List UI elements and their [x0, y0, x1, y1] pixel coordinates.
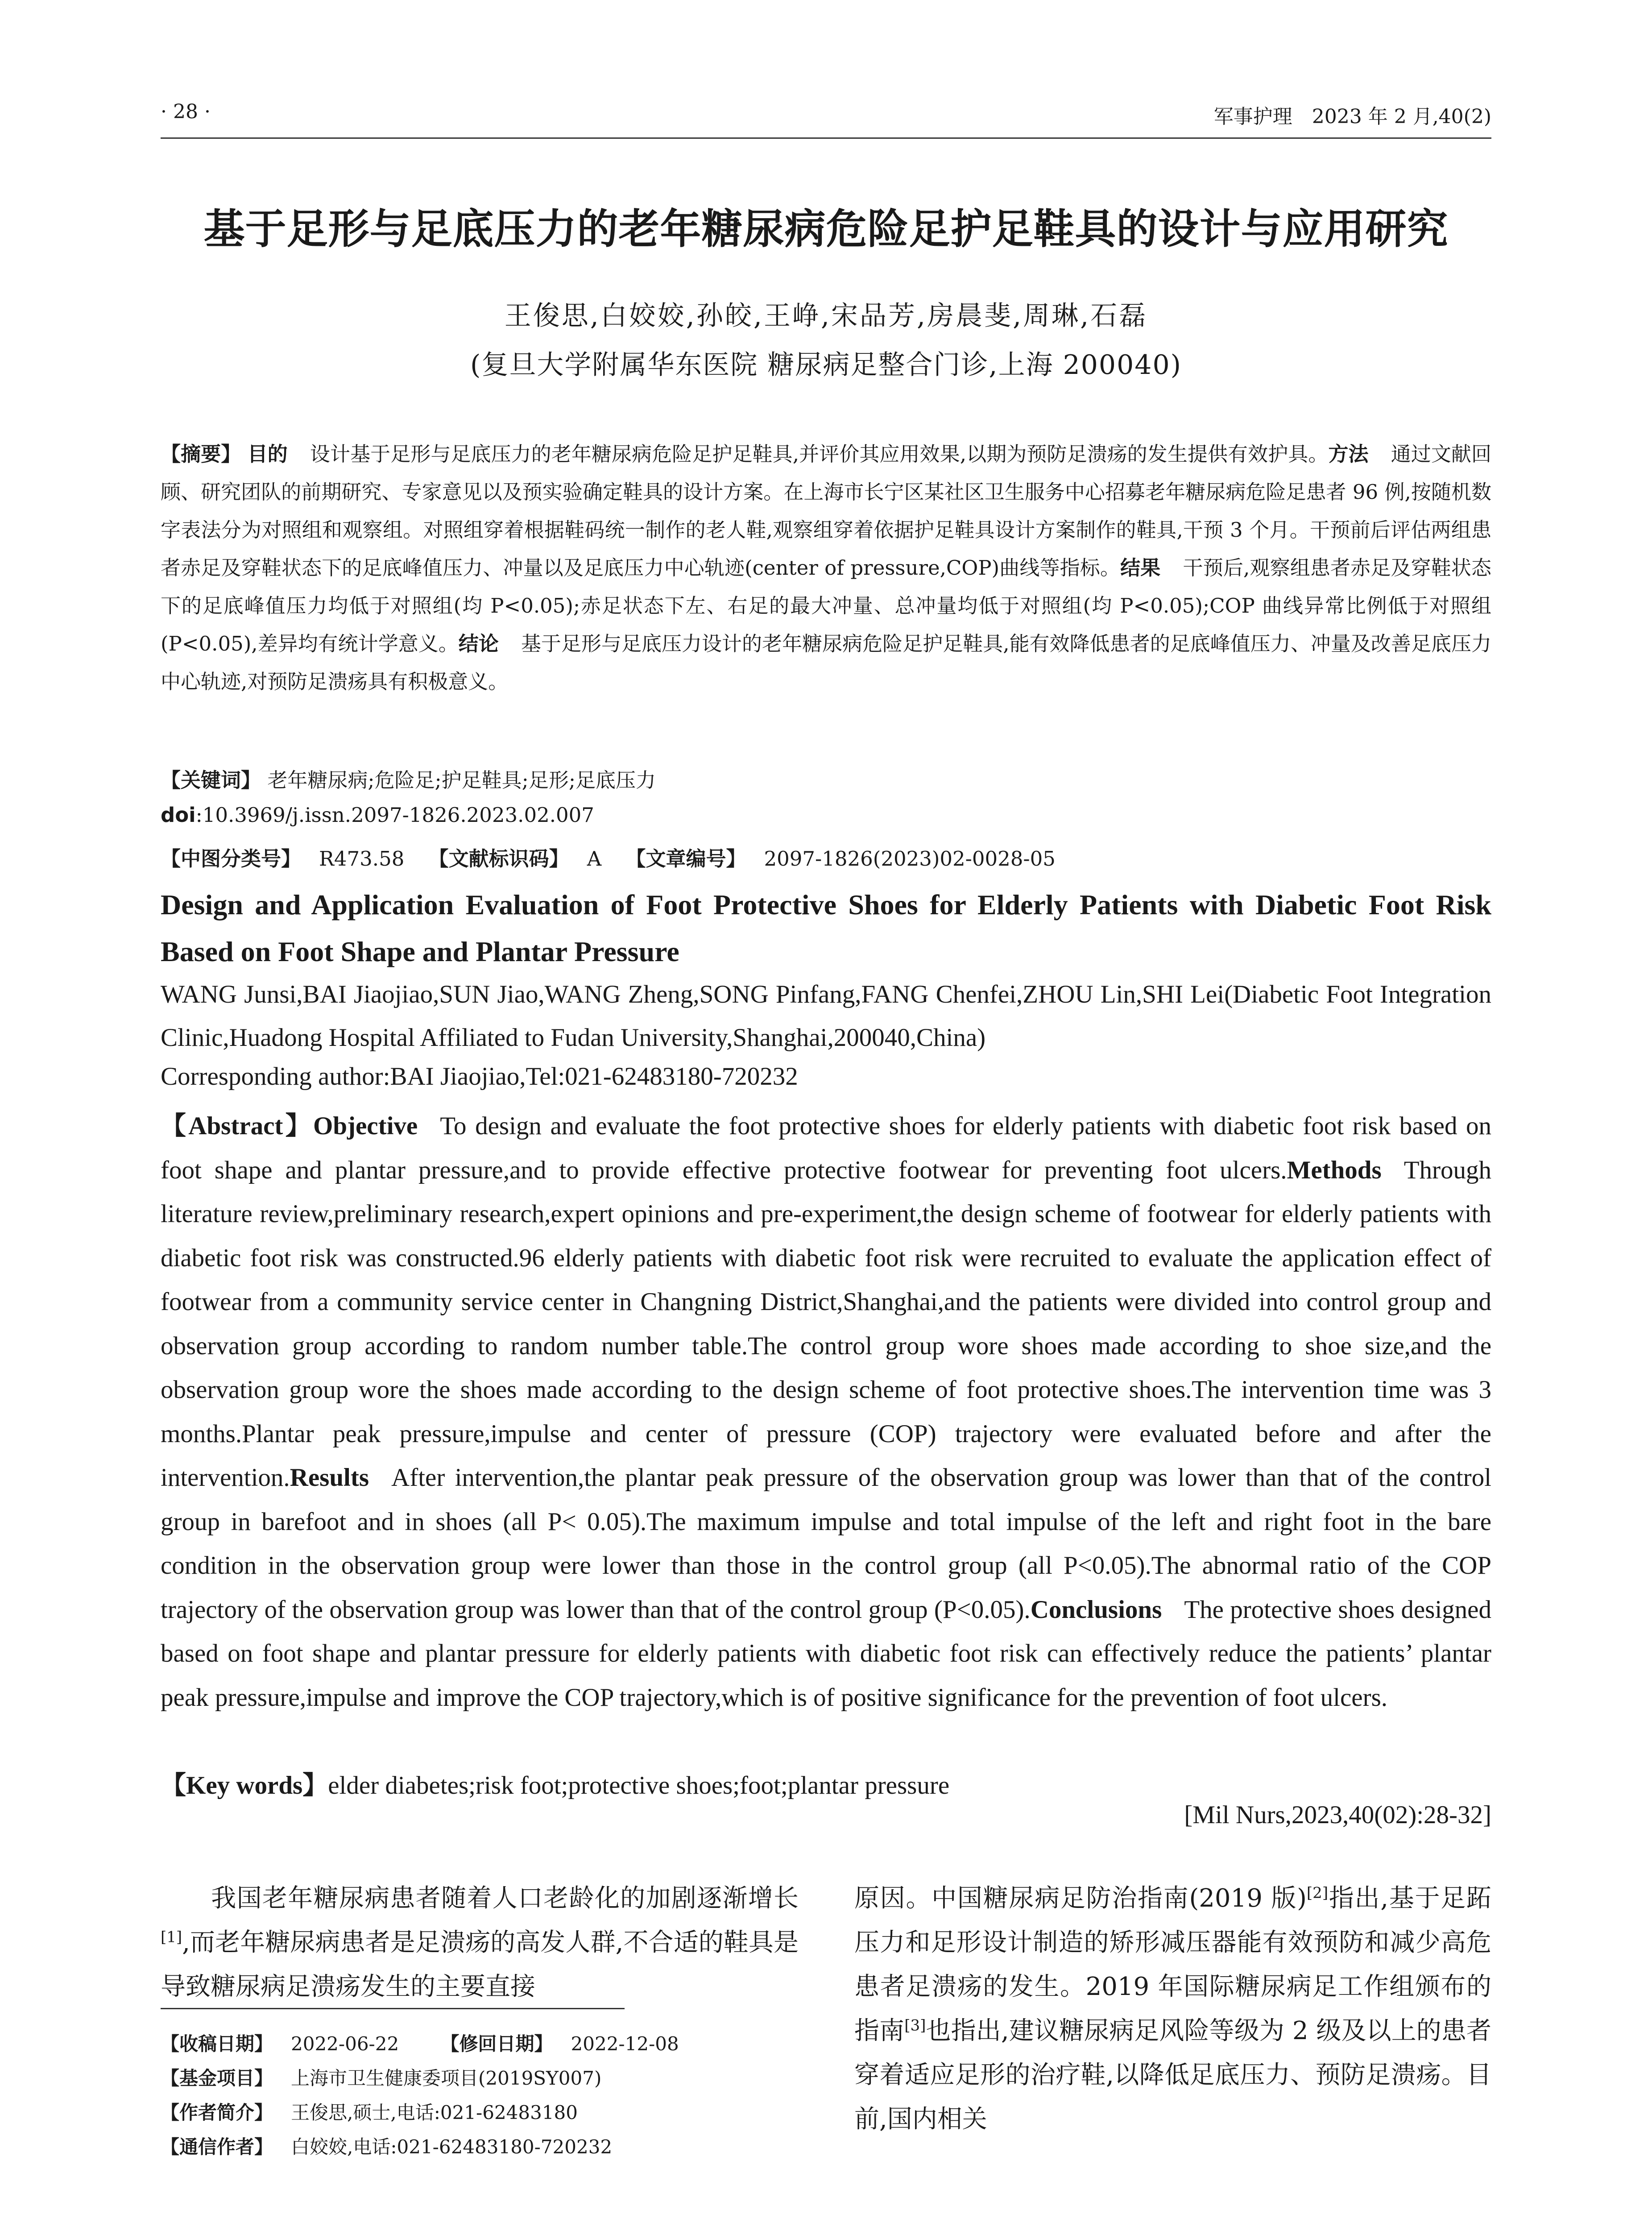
footnote-author — [161, 2098, 807, 2125]
methods-en: Through literature review,preliminary research,expert opinions and pre-experiment,the design scheme of footwear for elderly patients with diabetic foot risk was constructed.96 elderly patients with diabetic foot risk were recruited to evaluate the application effect of footwear from a community service center in Changning District,Shanghai,and the patients were divided into control group and observation group according to random number table.The control group wore shoes made according to shoe size,and the observation group wore the shoes made according to the design scheme of foot protective shoes.The intervention time was 3 months.Plantar peak pressure,impulse and center of pressure (COP) trajectory were evaluated before and after the intervention. — [161, 1156, 1491, 1492]
clc-label: 【中图分类号】 — [161, 847, 302, 871]
body-left-text-1: 我国老年糖尿病患者随着人口老龄化的加剧逐渐增长 — [211, 1884, 799, 1913]
clc-value: R473.58 — [319, 847, 405, 871]
abstract-cn — [161, 435, 1491, 701]
footnote-dates — [161, 2029, 807, 2056]
ref-3[interactable]: [3] — [904, 2016, 926, 2035]
keywords-cn — [161, 764, 1491, 793]
methods-cn: 通过文献回顾、研究团队的前期研究、专家意见以及预实验确定鞋具的设计方案。在上海市长宁区某社区卫生服务中心招募老年糖尿病危险足患者 96 例,按随机数字表法分为对照组和观察组。对照组穿着根据鞋码统一制作的老人鞋,观察组穿着依据护足鞋具设计方案制作的鞋具,干预 3 个月。干预前后评估两组患者赤足及穿鞋状态下的足底峰值压力、冲量以及足底压力中心轨迹(center of pressure,COP)曲线等指标。 — [161, 442, 1491, 580]
abstract-en — [161, 1104, 1491, 1720]
revised-date: 2022-12-08 — [571, 2033, 679, 2055]
fund-label: 【基金项目】 — [161, 2067, 273, 2089]
affiliation-cn: (复旦大学附属华东医院 糖尿病足整合门诊,上海 200040) — [470, 349, 1182, 381]
corr-text: 白姣姣,电话:021-62483180-720232 — [291, 2136, 613, 2158]
objective-cn-label: 目的 — [247, 442, 288, 466]
authors-en: WANG Junsi,BAI Jiaojiao,SUN Jiao,WANG Zheng,SONG Pinfang,FANG Chenfei,ZHOU Lin,SHI Lei(Diabetic Foot Integration Clinic,Huadong Hospital Affiliated to Fudan University,Shanghai,200040,China) — [161, 980, 1491, 1052]
header-divider — [161, 137, 1491, 139]
journal-info: 军事护理 2023 年 2 月,40(2) — [1213, 105, 1491, 128]
running-header — [161, 100, 1491, 136]
fund-text: 上海市卫生健康委项目(2019SY007) — [291, 2067, 602, 2089]
corr-label: 【通信作者】 — [161, 2136, 273, 2158]
results-cn-label: 结果 — [1120, 556, 1161, 580]
objective-en-label: Objective — [313, 1112, 418, 1140]
doi-line — [161, 803, 1491, 827]
article-number-value: 2097-1826(2023)02-0028-05 — [764, 847, 1056, 871]
keywords-en — [161, 1765, 1491, 1801]
classification-line — [161, 842, 1491, 871]
body-right-text-1: 原因。中国糖尿病足防治指南(2019 版) — [854, 1884, 1307, 1913]
article-number-label: 【文章编号】 — [625, 847, 746, 871]
received-label: 【收稿日期】 — [161, 2033, 273, 2055]
authors-cn: 王俊思,白姣姣,孙皎,王峥,宋品芳,房晨斐,周琳,石磊 — [504, 300, 1148, 332]
citation: [Mil Nurs,2023,40(02):28-32] — [1184, 1801, 1491, 1829]
abstract-en-label: 【Abstract】 — [161, 1112, 313, 1140]
conclusion-cn: 基于足形与足底压力设计的老年糖尿病危险足护足鞋具,能有效降低患者的足底峰值压力、冲量及改善足底压力中心轨迹,对预防足溃疡具有积极意义。 — [161, 632, 1491, 693]
footnote-divider — [161, 2008, 625, 2009]
title-en: Design and Application Evaluation of Foot Protective Shoes for Elderly Patients with Diabetic Foot Risk Based on Foot Shape and Plantar Pressure — [161, 889, 1491, 967]
body-right-text-3: 也指出,建议糖尿病足风险等级为 2 级及以上的患者穿着适应足形的治疗鞋,以降低足底压力、预防足溃疡。目前,国内相关 — [854, 2016, 1492, 2134]
title-cn: 基于足形与足底压力的老年糖尿病危险足护足鞋具的设计与应用研究 — [203, 205, 1449, 253]
body-left-text-2: ,而老年糖尿病患者是足溃疡的高发人群,不合适的鞋具是导致糖尿病足溃疡发生的主要直接 — [161, 1928, 799, 2001]
ref-2[interactable]: [2] — [1306, 1884, 1329, 1902]
body-right-text-2: 指出,基于足跖压力和足形设计制造的矫形减压器能有效预防和减少高危患者足溃疡的发生。2019 年国际糖尿病足工作组颁布的指南 — [854, 1884, 1491, 2045]
doc-code-value: A — [587, 847, 602, 871]
keywords-en-label: 【Key words】 — [161, 1771, 328, 1800]
doc-code-label: 【文献标识码】 — [428, 847, 569, 871]
objective-en: To design and evaluate the foot protective shoes for elderly patients with diabetic foot risk based on foot shape and plantar pressure,and to provide effective protective footwear for preventing foot ulcers. — [161, 1112, 1492, 1184]
received-date: 2022-06-22 — [291, 2033, 399, 2055]
corresponding-author-en: Corresponding author:BAI Jiaojiao,Tel:021-62483180-720232 — [161, 1062, 798, 1091]
methods-cn-label: 方法 — [1328, 442, 1369, 466]
doi-label: doi — [161, 803, 196, 827]
body-column-right — [854, 1876, 1491, 2141]
footnote-fund — [161, 2064, 807, 2090]
conclusions-en: The protective shoes designed based on foot shape and plantar pressure for elderly patients with diabetic foot risk can effectively reduce the patients’ plantar peak pressure,impulse and improve the COP trajectory,which is of positive significance for the prevention of foot ulcers. — [161, 1595, 1491, 1712]
keywords-cn-label: 【关键词】 — [161, 768, 261, 792]
objective-cn: 设计基于足形与足底压力的老年糖尿病危险足护足鞋具,并评价其应用效果,以期为预防足溃疡的发生提供有效护具。 — [310, 442, 1329, 466]
conclusions-en-label: Conclusions — [1030, 1595, 1162, 1624]
revised-label: 【修回日期】 — [440, 2033, 553, 2055]
footnote-corresponding — [161, 2132, 807, 2159]
author-bio-text: 王俊思,硕士,电话:021-62483180 — [291, 2102, 578, 2123]
results-en: After intervention,the plantar peak pressure of the observation group was lower than that of the control group in barefoot and in shoes (all P< 0.05).The maximum impulse and total impulse of the left and right foot in the bare condition in the observation group were lower than those in the control group (all P<0.05).The abnormal ratio of the COP trajectory of the observation group was lower than that of the control group (P<0.05). — [161, 1464, 1491, 1624]
methods-en-label: Methods — [1287, 1156, 1382, 1184]
results-en-label: Results — [290, 1464, 369, 1492]
ref-1[interactable]: [1] — [161, 1928, 182, 1946]
author-bio-label: 【作者简介】 — [161, 2102, 273, 2123]
conclusion-cn-label: 结论 — [458, 632, 499, 655]
body-column-left — [161, 1876, 799, 2009]
keywords-en-text: elder diabetes;risk foot;protective shoes;foot;plantar pressure — [328, 1771, 950, 1800]
abstract-cn-label: 【摘要】 — [161, 442, 241, 466]
keywords-cn-text: 老年糖尿病;危险足;护足鞋具;足形;足底压力 — [267, 768, 656, 792]
doi-text: :10.3969/j.issn.2097-1826.2023.02.007 — [195, 803, 594, 827]
page-number: · 28 · — [161, 100, 211, 123]
results-cn: 干预后,观察组患者赤足及穿鞋状态下的足底峰值压力均低于对照组(均 P<0.05);赤足状态下左、右足的最大冲量、总冲量均低于对照组(均 P<0.05);COP 曲线异常比例低于对照组(P<0.05),差异均有统计学意义。 — [161, 556, 1491, 655]
